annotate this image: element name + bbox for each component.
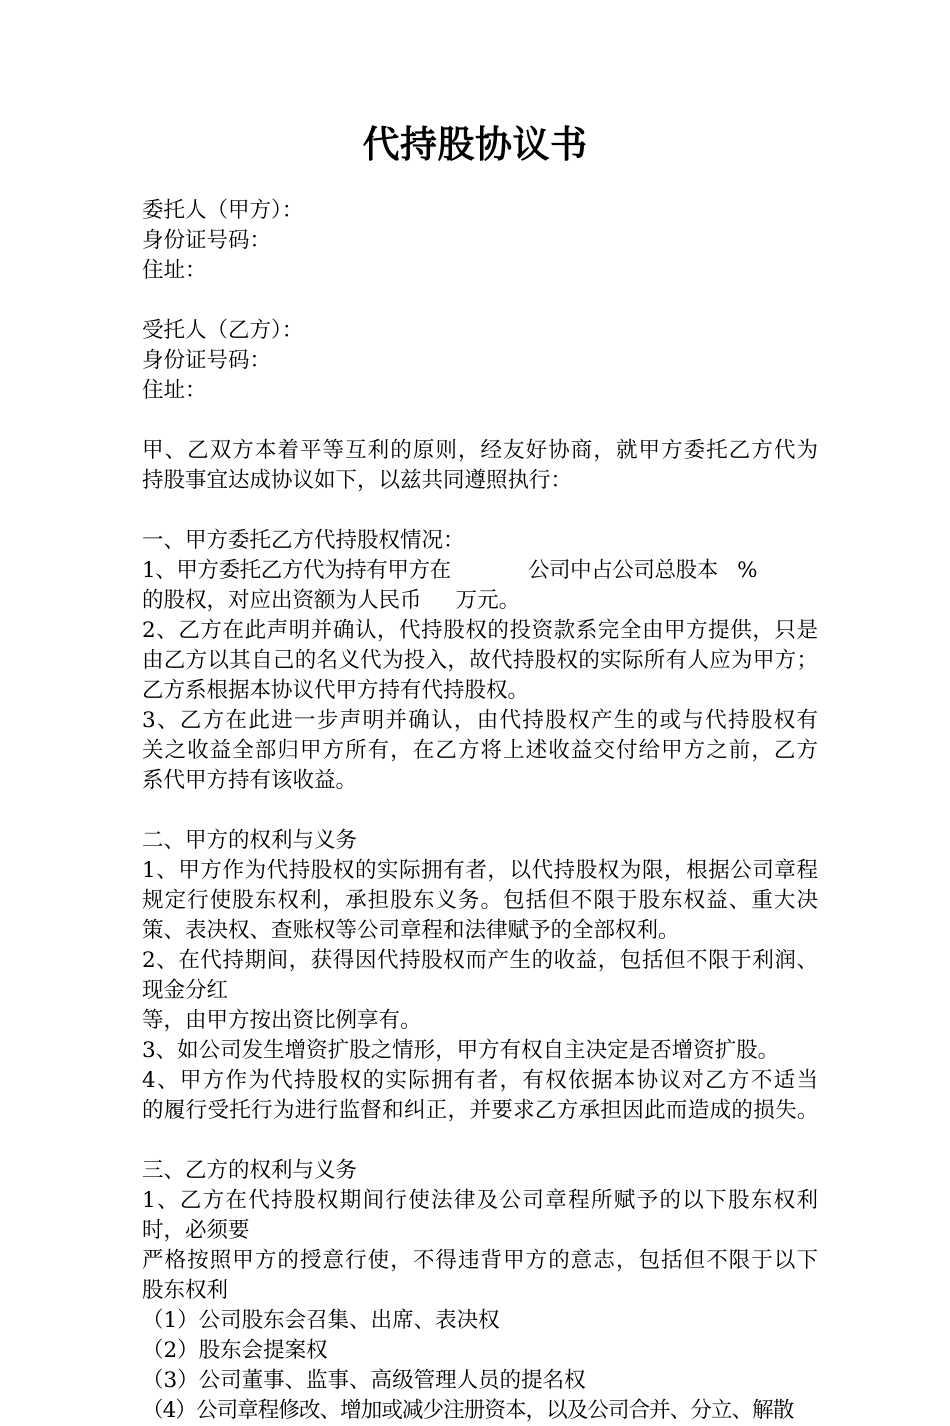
section-three-sub-item-4: （4）公司章程修改、增加或减少注册资本，以及公司合并、分立、解散 [142, 1398, 794, 1423]
section-three-item1-line2: 时，必须要 [142, 1218, 250, 1243]
section-two-item2-line3: 等，由甲方按出资比例享有。 [142, 1008, 422, 1033]
section-two-item3-line1: 3、如公司发生增资扩股之情形，甲方有权自主决定是否增资扩股。 [142, 1038, 780, 1063]
section-two-item2-line2: 现金分红 [142, 978, 229, 1003]
preamble-line-2: 持股事宜达成协议如下，以兹共同遵照执行： [142, 468, 573, 493]
section-one-item2-line2: 由乙方以其自己的名义代为投入，故代持股权的实际所有人应为甲方； [142, 648, 818, 673]
entrustor-address-label: 住址： [142, 258, 207, 283]
section-three-sub-item-2: （2）股东会提案权 [142, 1338, 328, 1363]
section-two-item4-line1: 4、甲方作为代持股权的实际拥有者，有权依据本协议对乙方不适当 [142, 1068, 818, 1093]
page-title: 代持股协议书 [362, 122, 588, 166]
section-two-heading: 二、甲方的权利与义务 [142, 828, 358, 853]
entrustor-id-label: 身份证号码： [142, 228, 272, 253]
spacer [142, 286, 818, 316]
section-three-sub-item-1: （1）公司股东会召集、出席、表决权 [142, 1308, 500, 1333]
preamble-line-1: 甲、乙双方本着平等互利的原则，经友好协商，就甲方委托乙方代为 [142, 438, 818, 463]
section-one-item3-line3: 系代甲方持有该收益。 [142, 768, 358, 793]
section-two-item2-line1: 2、在代持期间，获得因代持股权而产生的收益，包括但不限于利润、 [142, 948, 818, 973]
section-three-item1-line3: 严格按照甲方的授意行使，不得违背甲方的意志，包括但不限于以下 [142, 1248, 818, 1273]
document-body [142, 196, 818, 1426]
section-one-item1-line1: 1、甲方委托乙方代为持有甲方在 公司中占公司总股本 % [142, 558, 758, 583]
trustee-id-label: 身份证号码： [142, 348, 272, 373]
section-two-item1-line2: 规定行使股东权利，承担股东义务。包括但不限于股东权益、重大决 [142, 888, 818, 913]
section-two-item1-line1: 1、甲方作为代持股权的实际拥有者，以代持股权为限，根据公司章程 [142, 858, 818, 883]
trustee-label: 受托人（乙方）： [142, 318, 304, 343]
section-one-item3-line2: 关之收益全部归甲方所有，在乙方将上述收益交付给甲方之前，乙方 [142, 738, 818, 763]
section-one-heading: 一、甲方委托乙方代持股权情况： [142, 528, 465, 553]
section-one-item1-line2: 的股权，对应出资额为人民币 万元。 [142, 588, 521, 613]
section-three-heading: 三、乙方的权利与义务 [142, 1158, 358, 1183]
section-one-item3-line1: 3、乙方在此进一步声明并确认，由代持股权产生的或与代持股权有 [142, 708, 818, 733]
entrustor-label: 委托人（甲方）： [142, 198, 304, 223]
section-one-item2-line3: 乙方系根据本协议代甲方持有代持股权。 [142, 678, 530, 703]
section-two-item4-line2: 的履行受托行为进行监督和纠正，并要求乙方承担因此而造成的损失。 [142, 1098, 818, 1123]
section-three-item1-line4: 股东权利 [142, 1278, 229, 1303]
section-one-item2-line1: 2、乙方在此声明并确认，代持股权的投资款系完全由甲方提供，只是 [142, 618, 818, 643]
spacer [142, 1126, 818, 1156]
trustee-address-label: 住址： [142, 378, 207, 403]
section-two-item1-line3: 策、表决权、查账权等公司章程和法律赋予的全部权利。 [142, 918, 680, 943]
spacer [142, 496, 818, 526]
spacer [142, 796, 818, 826]
section-three-item1-line1: 1、乙方在代持股权期间行使法律及公司章程所赋予的以下股东权利 [142, 1188, 818, 1213]
spacer [142, 406, 818, 436]
section-three-sub-item-3: （3）公司董事、监事、高级管理人员的提名权 [142, 1368, 586, 1393]
